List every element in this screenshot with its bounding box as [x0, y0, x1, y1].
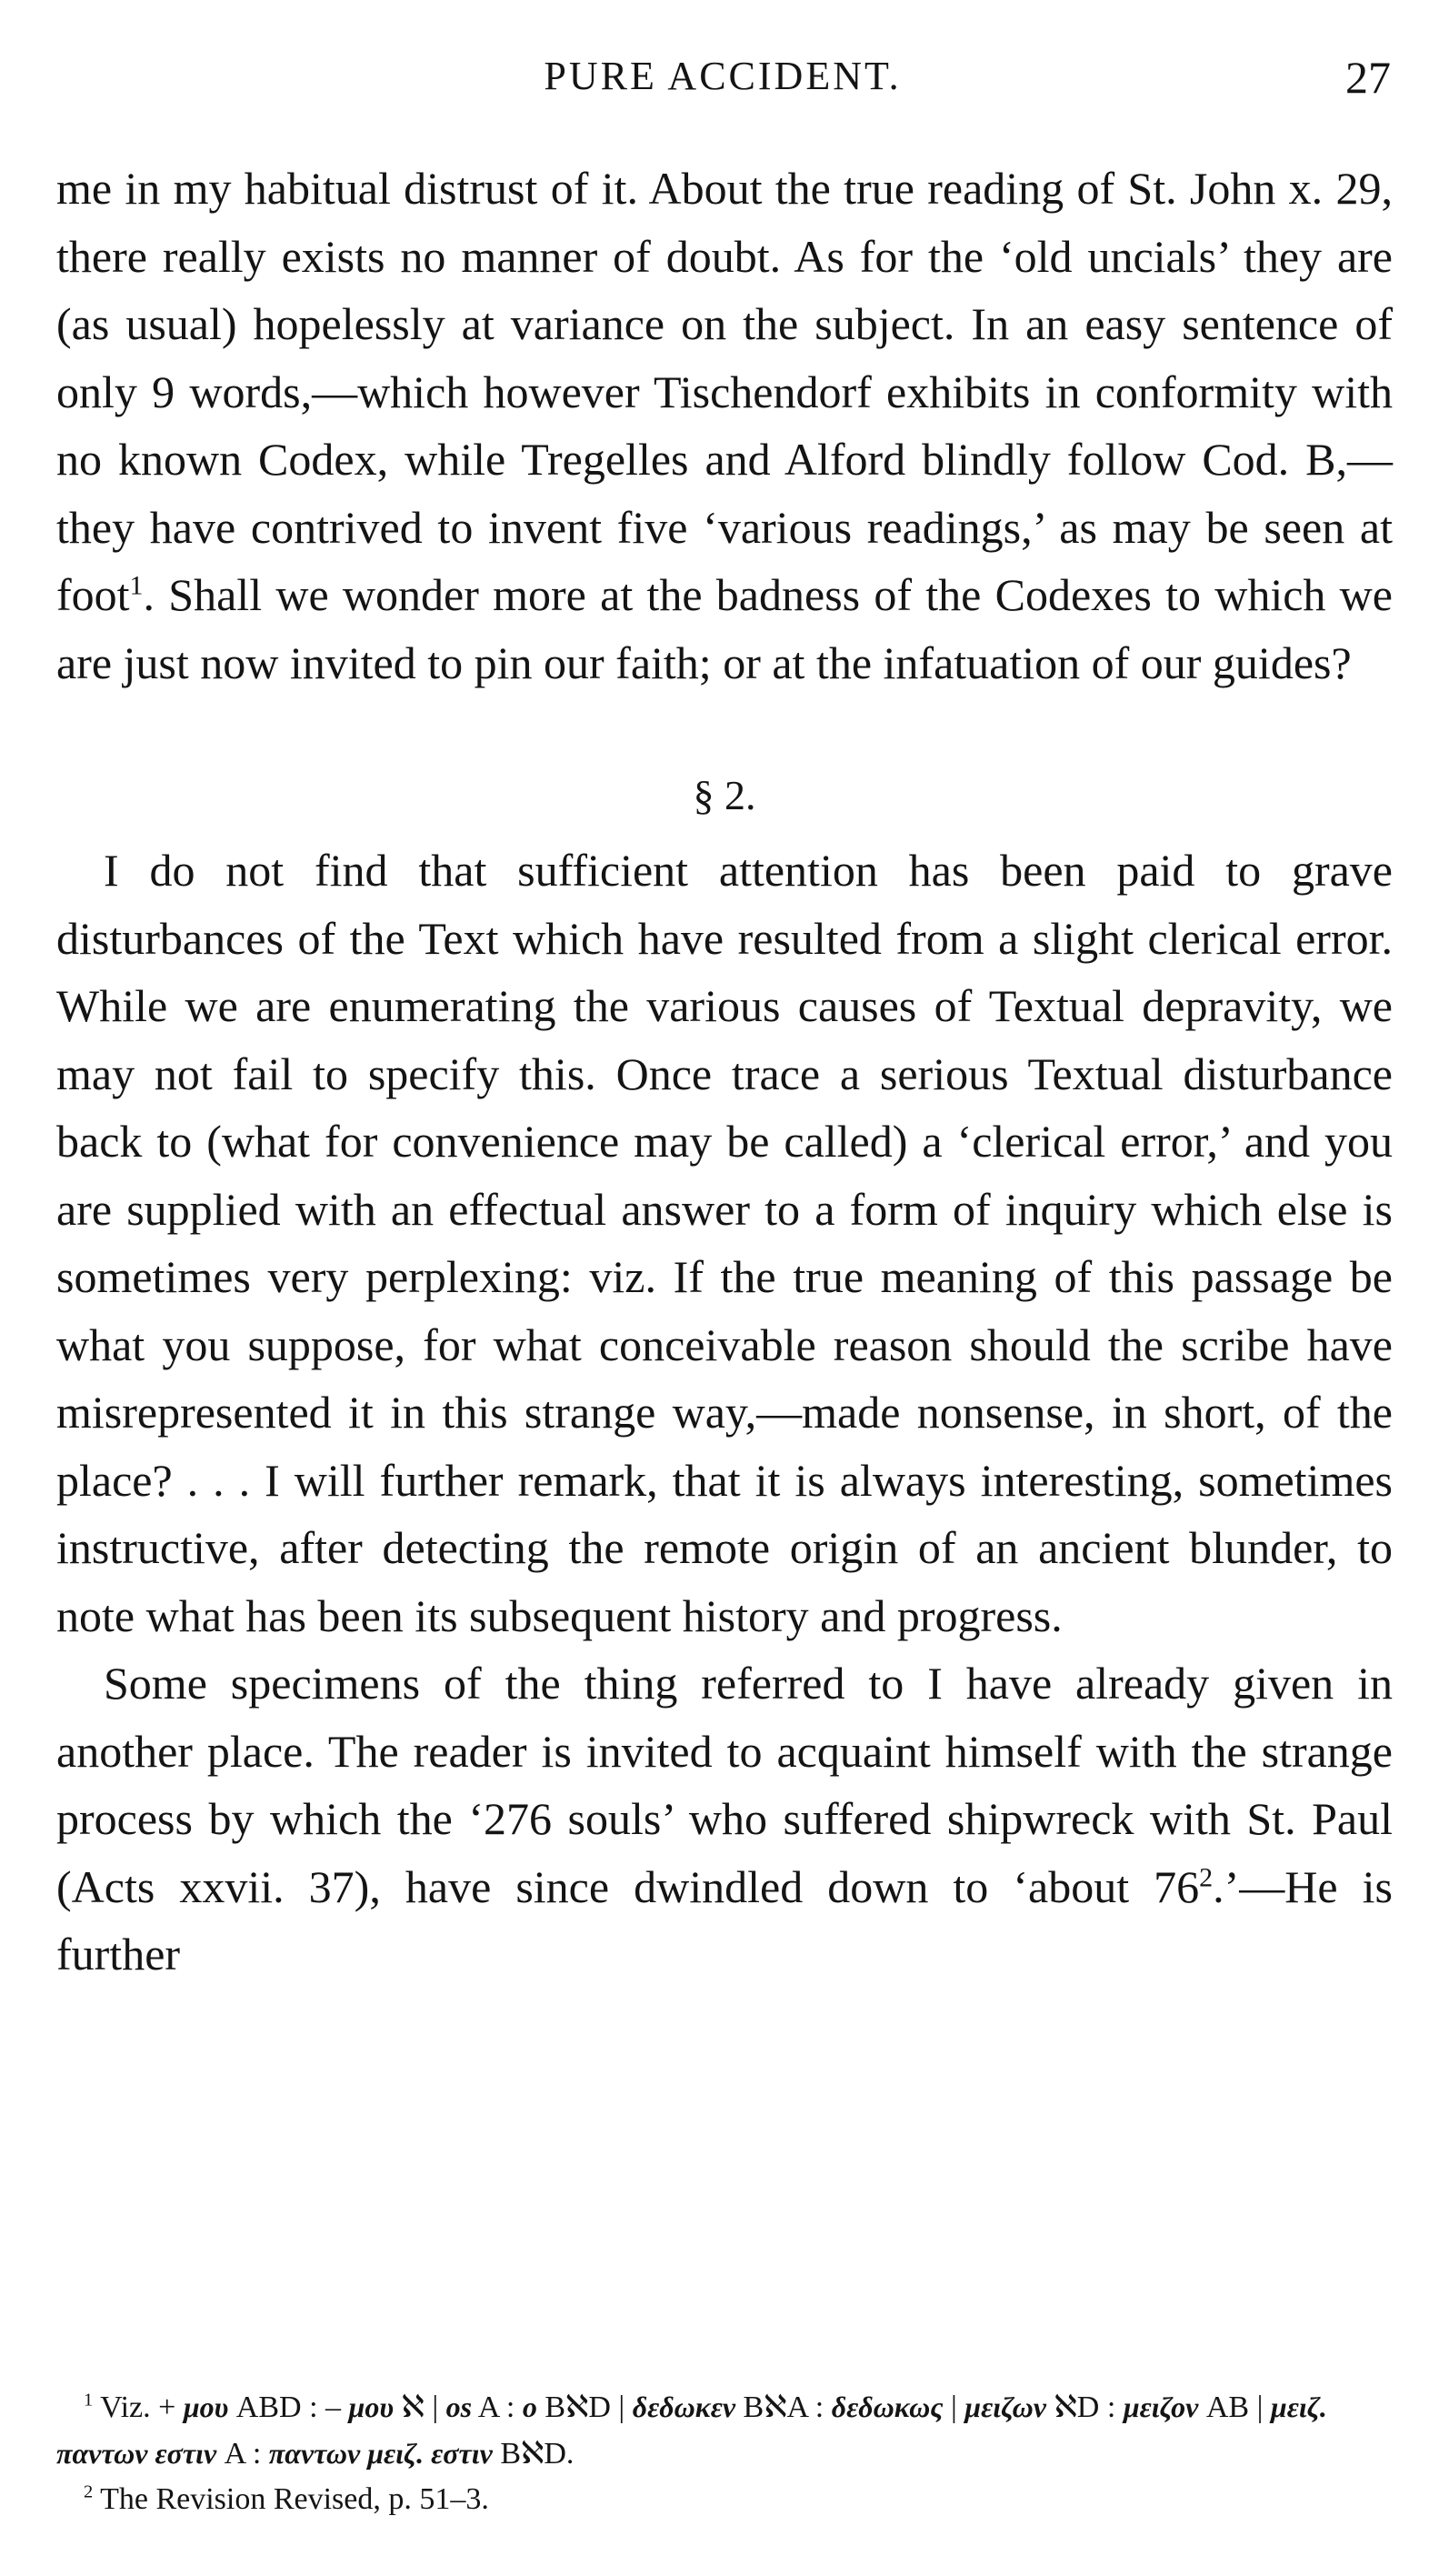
fn1-greek: μειζων — [964, 2391, 1046, 2423]
paragraph-1-text-b: . Shall we wonder more at the badness of the Codexes to which we are just now invited to pin our faith; or at the infatuation of our guides? — [56, 569, 1393, 688]
fn1-greek: os — [445, 2391, 473, 2423]
footnote-ref-1: 1 — [129, 570, 144, 601]
paragraph-1 — [56, 155, 1393, 697]
fn1-text: | — [943, 2391, 965, 2424]
fn1-greek: δεδωκως — [831, 2391, 944, 2423]
fn1-text: ℵ | — [394, 2391, 446, 2424]
paragraph-3-text-b: .’—He is further — [56, 1860, 1393, 1980]
fn1-text: AB | — [1198, 2391, 1271, 2424]
footnote-2 — [56, 2477, 1393, 2522]
fn1-greek: μου — [348, 2391, 394, 2423]
fn1-greek: μειζον — [1123, 2391, 1199, 2423]
fn1-greek: μειζ. παντων εστιν — [56, 2391, 1327, 2470]
page-header — [55, 47, 1391, 111]
fn1-text: A : — [472, 2391, 523, 2424]
fn1-text: BℵD. — [492, 2437, 575, 2471]
footnote-1-marker: 1 — [84, 2390, 94, 2411]
footnote-2-marker: 2 — [84, 2481, 94, 2502]
fn1-text: BℵD | — [536, 2391, 633, 2424]
paragraph-3-text-a: Some specimens of the thing referred to I have already given in another place. The reader is invited to acquaint himself with the strange process by which the ‘276 souls’ who suffered shipwreck with St. Paul (Acts xxvii. 37), have since dwindled down to ‘about 76 — [56, 1658, 1393, 1912]
paragraph-2: I do not find that sufficient attention has been paid to grave disturbances of the Text which have resulted from a slight clerical error. While we are enumerating the various causes of Textual depravity, we may not fail to specify this. Once trace a serious Textual disturbance back to (what for convenience may be called) a ‘clerical error,’ and you are supplied with an effectual answer to a form of inquiry which else is sometimes very perplexing: viz. If the true meaning of this passage be what you suppose, for what conceivable reason should the scribe have misrepresented it in this strange way,—made nonsense, in short, of the place? . . . I will further remark, that it is always interesting, sometimes instructive, after detecting the remote origin of an ancient blunder, to note what has been its subsequent history and progress. — [56, 845, 1393, 1641]
paragraph-3 — [56, 1649, 1393, 1989]
main-text — [56, 155, 1393, 1989]
footnote-2-text: The Revision Revised, p. 51–3. — [100, 2482, 489, 2516]
fn1-greek: o — [522, 2391, 537, 2423]
fn1-text: ABD : – — [228, 2391, 349, 2424]
footnote-ref-2: 2 — [1199, 1861, 1214, 1892]
paragraph-1-text-a: me in my habitual distrust of it. About the true reading of St. John x. 29, there really exists no manner of doubt. As for the ‘old uncials’ they are (as usual) hopelessly at variance on the subject. In an easy sentence of only 9 words,—which however Tischendorf exhibits in conformity with no known Codex, while Tregelles and Alford blindly follow Cod. B,—they have contrived to invent five ‘various readings,’ as may be seen at foot — [56, 163, 1393, 620]
fn1-text: BℵA : — [735, 2391, 832, 2424]
section-heading: § 2. — [693, 772, 756, 818]
page-number: 27 — [1345, 52, 1391, 103]
fn1-text: ℵD : — [1045, 2391, 1124, 2424]
running-title: PURE ACCIDENT. — [544, 54, 902, 98]
fn1-text: Viz. + — [100, 2391, 184, 2424]
fn1-greek: δεδωκεν — [632, 2391, 736, 2423]
fn1-text: A : — [216, 2437, 269, 2471]
footnotes — [56, 2384, 1393, 2522]
fn1-greek: μου — [183, 2391, 229, 2423]
footnote-1 — [56, 2384, 1393, 2477]
fn1-greek: παντων μειζ. εστιν — [268, 2437, 493, 2470]
